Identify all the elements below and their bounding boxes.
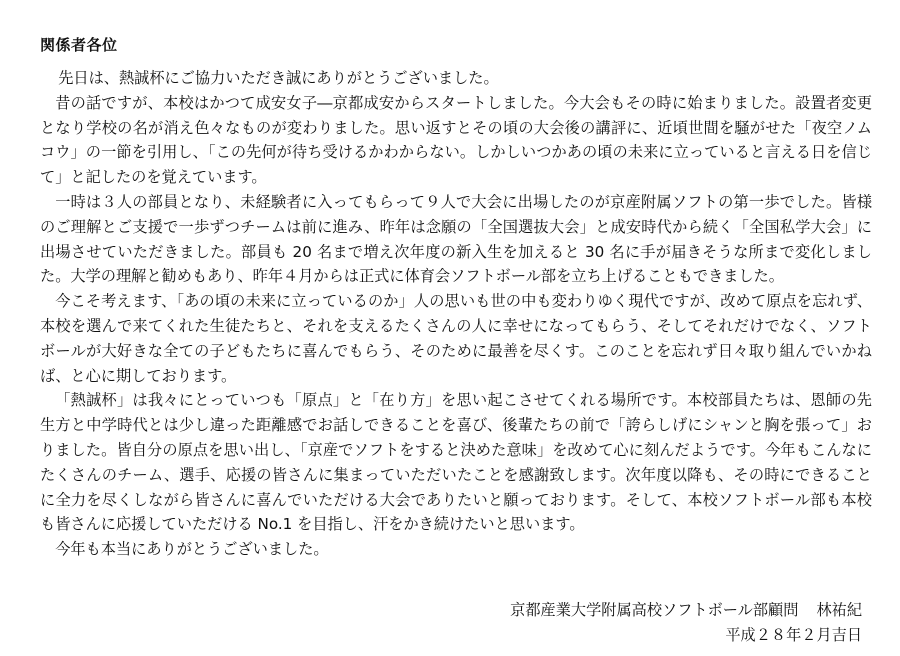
letter-paragraph: 「熱誠杯」は我々にとっていつも「原点」と「在り方」を思い起こさせてくれる場所です。本校部員たちは、恩師の先生方と中学時代とは少し違った距離感でお話しできることを喜び、後輩たちの前で「誇らしげにシャンと胸を張って」おりました。皆自分の原点を思い出し、「京産でソフトをすると決めた意味」を改めて心に刻んだようです。今年もこんなにたくさんのチーム、選手、応援の皆さんに集まっていただいたことを感謝致します。次年度以降も、その時にできることに全力を尽くしながら皆さんに喜んでいただける大会でありたいと願っております。そして、本校ソフトボール部も本校も皆さんに応援していただける No.1 を目指し、汗をかき続けたいと思います。 bbox=[40, 391, 872, 534]
letter-date: 平成２８年２月吉日 bbox=[725, 626, 862, 644]
signature-name: 林祐紀 bbox=[816, 601, 862, 619]
letter-paragraph: 一時は３人の部員となり、未経験者に入ってもらって９人で大会に出場したのが京産附属ソフトの第一歩でした。皆様のご理解とご支援で一歩ずつチームは前に進み、昨年は念願の「全国選抜大会」と成安時代から続く「全国私学大会」に出場させていただきました。部員も 20 名まで増え次年度の新入生を加えると 30 名に手が届きそうな所まで変化しました。大学の理解と勧めもあり、昨年４月からは正式に体育会ソフトボール部を立ち上げることもできました。 bbox=[40, 192, 872, 286]
letter-paragraph: 先日は、熱誠杯にご協力いただき誠にありがとうございました。 bbox=[58, 69, 499, 87]
signature-line bbox=[510, 598, 862, 623]
letter-salutation: 関係者各位 bbox=[40, 36, 118, 54]
letter-closing bbox=[510, 598, 862, 648]
letter-paragraph: 今年も本当にありがとうございました。 bbox=[55, 540, 329, 559]
signature-organization: 京都産業大学附属高校ソフトボール部顧問 bbox=[510, 601, 799, 619]
letter-paragraph: 今こそ考えます、「あの頃の未来に立っているのか」人の思いも世の中も変わりゆく現代ですが、改めて原点を忘れず、本校を選んで来てくれた生徒たちと、それを支えるたくさんの人に幸せになってもらう、そしてそれだけでなく、ソフトボールが大好きな全ての子どもたちに喜んでもらう、そのために最善を尽くす。このことを忘れず日々取り組んでいかねば、と心に期しております。 bbox=[40, 292, 872, 385]
letter-body bbox=[40, 66, 872, 562]
letter-paragraph: 昔の話ですが、本校はかつて成安女子―京都成安からスタートしました。今大会もその時に始まりました。設置者変更となり学校の名が消え色々なものが変わりました。思い返すとその頃の大会後の講評に、近頃世間を騒がせた「夜空ノムコウ」の一節を引用し、「この先何が待ち受けるかわからない。しかしいつかあの頃の未来に立っていると言える日を信じて」と記したのを覚えています。 bbox=[40, 93, 873, 187]
